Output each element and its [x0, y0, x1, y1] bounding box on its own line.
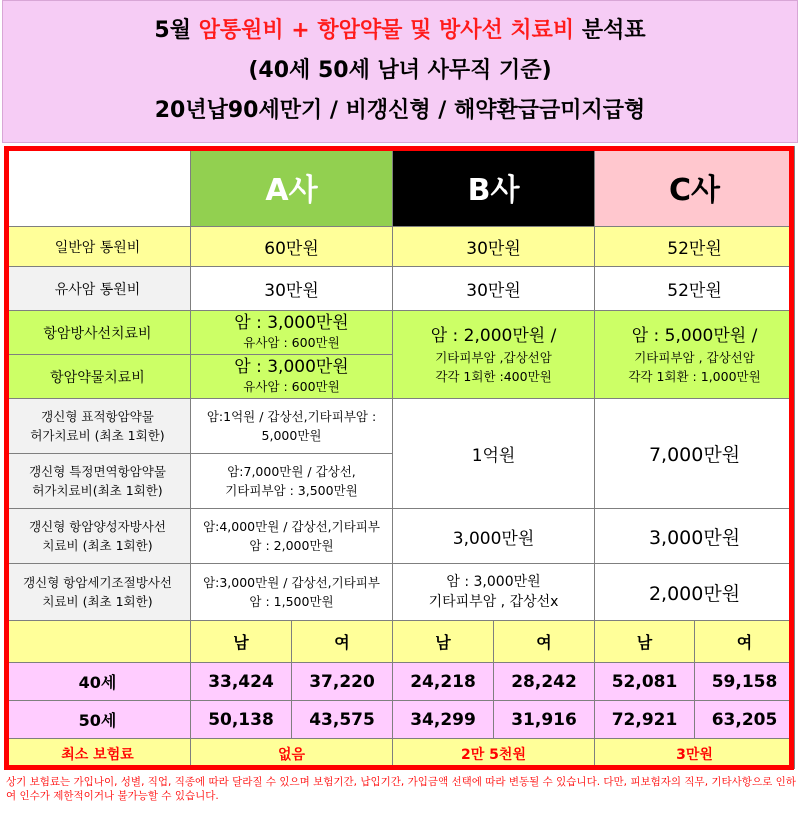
title-suffix: 분석표: [574, 18, 646, 43]
cell-a-renew-special: [191, 454, 393, 509]
c-female-header: 여: [695, 621, 795, 663]
company-header-row: [5, 147, 795, 227]
label-line: 치료비 (최초 1회한): [42, 538, 153, 553]
min-premium-b: 2만 5천원: [393, 739, 595, 769]
min-premium-row: [5, 739, 795, 769]
a-female-header: 여: [292, 621, 393, 663]
premium-cell: 59,158: [695, 663, 795, 701]
table-row: [5, 311, 795, 355]
value-line: 암 : 2,000만원: [249, 538, 334, 553]
value-line: 기타피부암 , 갑상선x: [428, 594, 559, 610]
premium-cell: 24,218: [393, 663, 494, 701]
cell-a-drug-sub: 유사암 : 600만원: [243, 379, 340, 394]
cell-c-renew-proton: 3,000만원: [595, 509, 795, 564]
cell-c-renew-drug: 7,000만원: [595, 399, 795, 509]
label-line: 치료비 (최초 1회한): [42, 594, 153, 609]
cell-b-renew-drug: 1억원: [393, 399, 595, 509]
title-line-2: (40세 50세 남녀 사무직 기준): [248, 58, 552, 83]
c-radiation-line-3: 각각 1회환 : 1,000만원: [628, 368, 761, 384]
label-line: 허가치료비(최초 1회한): [32, 483, 163, 498]
c-radiation-line-2: 기타피부암 , 갑상선암: [634, 349, 755, 365]
title-line-3: 20년납90세만기 / 비갱신형 / 해약환급금미지급형: [154, 98, 646, 123]
a-male-header: 남: [191, 621, 292, 663]
premium-cell: 37,220: [292, 663, 393, 701]
c-male-header: 남: [595, 621, 695, 663]
b-female-header: 여: [494, 621, 595, 663]
min-premium-label: 최소 보험료: [5, 739, 191, 769]
value-line: 암 : 1,500만원: [249, 594, 334, 609]
value-line: 기타피부암 : 3,500만원: [225, 483, 358, 498]
b-radiation-line-3: 각각 1회한 :400만원: [435, 368, 552, 384]
row-label-renew-special: [5, 454, 191, 509]
label-line: 갱신형 항암세기조절방사선: [23, 575, 172, 590]
row-label-drug: 항암약물치료비: [5, 355, 191, 399]
b-male-header: 남: [393, 621, 494, 663]
row-label-similar-cancer: 유사암 통원비: [5, 267, 191, 311]
value-line: 암 : 3,000만원: [446, 574, 541, 590]
sex-corner-cell: [5, 621, 191, 663]
cell-b-radiation-drug: [393, 311, 595, 399]
cell-a-renew-proton: [191, 509, 393, 564]
company-b-header: B사: [393, 147, 595, 227]
sex-header-row: [5, 621, 795, 663]
row-label-radiation: 항암방사선치료비: [5, 311, 191, 355]
cell-a-drug-main: 암 : 3,000만원: [234, 357, 349, 377]
cell-c-radiation-drug: [595, 311, 795, 399]
cell-a-radiation-sub: 유사암 : 600만원: [243, 335, 340, 350]
label-line: 갱신형 항암양성자방사선: [29, 519, 166, 534]
premium-cell: 63,205: [695, 701, 795, 739]
premium-cell: 52,081: [595, 663, 695, 701]
premium-cell: 43,575: [292, 701, 393, 739]
title-prefix: 5월: [154, 18, 199, 43]
b-radiation-line-2: 기타피부암 ,갑상선암: [435, 349, 552, 365]
table-row: [5, 227, 795, 267]
comparison-table: [4, 146, 795, 769]
cell-c-similar-cancer: 52만원: [595, 267, 795, 311]
premium-cell: 31,916: [494, 701, 595, 739]
age-label-40: 40세: [5, 663, 191, 701]
cell-b-renew-proton: 3,000만원: [393, 509, 595, 564]
premium-row-50: [5, 701, 795, 739]
row-label-renew-proton: [5, 509, 191, 564]
cell-a-drug: [191, 355, 393, 399]
cell-b-renew-imrt: [393, 564, 595, 621]
premium-cell: 33,424: [191, 663, 292, 701]
cell-a-renew-imrt: [191, 564, 393, 621]
value-line: 암:1억원 / 갑상선,기타피부암 :: [206, 409, 377, 424]
title-banner: [2, 0, 798, 143]
table-row: [5, 267, 795, 311]
min-premium-a: 없음: [191, 739, 393, 769]
premium-cell: 72,921: [595, 701, 695, 739]
row-label-renew-imrt: [5, 564, 191, 621]
cell-a-renew-standard: [191, 399, 393, 454]
cell-b-general-cancer: 30만원: [393, 227, 595, 267]
corner-cell: [5, 147, 191, 227]
premium-cell: 28,242: [494, 663, 595, 701]
company-c-header: C사: [595, 147, 795, 227]
cell-c-general-cancer: 52만원: [595, 227, 795, 267]
premium-row-40: [5, 663, 795, 701]
cell-a-general-cancer: 60만원: [191, 227, 393, 267]
cell-a-radiation: [191, 311, 393, 355]
min-premium-c: 3만원: [595, 739, 795, 769]
premium-cell: 50,138: [191, 701, 292, 739]
row-label-general-cancer: 일반암 통원비: [5, 227, 191, 267]
footnote: 상기 보험료는 가입나이, 성별, 직업, 직종에 따라 달라질 수 있으며 보험기간, 납입기간, 가입금액 선택에 따라 변동될 수 있습니다. 다만, 피보험자의 직무, 기타사항으로 인하여 인수가 제한적이거나 불가능할 수 있습니다.: [6, 776, 796, 802]
cell-b-similar-cancer: 30만원: [393, 267, 595, 311]
cell-a-similar-cancer: 30만원: [191, 267, 393, 311]
table-row: [5, 509, 795, 564]
label-line: 갱신형 특정면역항암약물: [29, 464, 166, 479]
c-radiation-line-1: 암 : 5,000만원 /: [631, 325, 758, 346]
premium-cell: 34,299: [393, 701, 494, 739]
company-a-header: A사: [191, 147, 393, 227]
row-label-renew-standard: [5, 399, 191, 454]
title-highlight: 암통원비 + 항암약물 및 방사선 치료비: [198, 18, 575, 43]
value-line: 암:3,000만원 / 갑상선,기타피부: [203, 575, 380, 590]
b-radiation-line-1: 암 : 2,000만원 /: [430, 325, 557, 346]
table-row: [5, 399, 795, 454]
cell-c-renew-imrt: 2,000만원: [595, 564, 795, 621]
table-row: [5, 564, 795, 621]
value-line: 5,000만원: [261, 428, 322, 443]
title-line-1: [3, 11, 797, 51]
label-line: 허가치료비 (최초 1회한): [30, 428, 165, 443]
age-label-50: 50세: [5, 701, 191, 739]
value-line: 암:7,000만원 / 갑상선,: [227, 464, 356, 479]
label-line: 갱신형 표적항암약물: [41, 409, 154, 424]
value-line: 암:4,000만원 / 갑상선,기타피부: [203, 519, 380, 534]
cell-a-radiation-main: 암 : 3,000만원: [234, 313, 349, 333]
